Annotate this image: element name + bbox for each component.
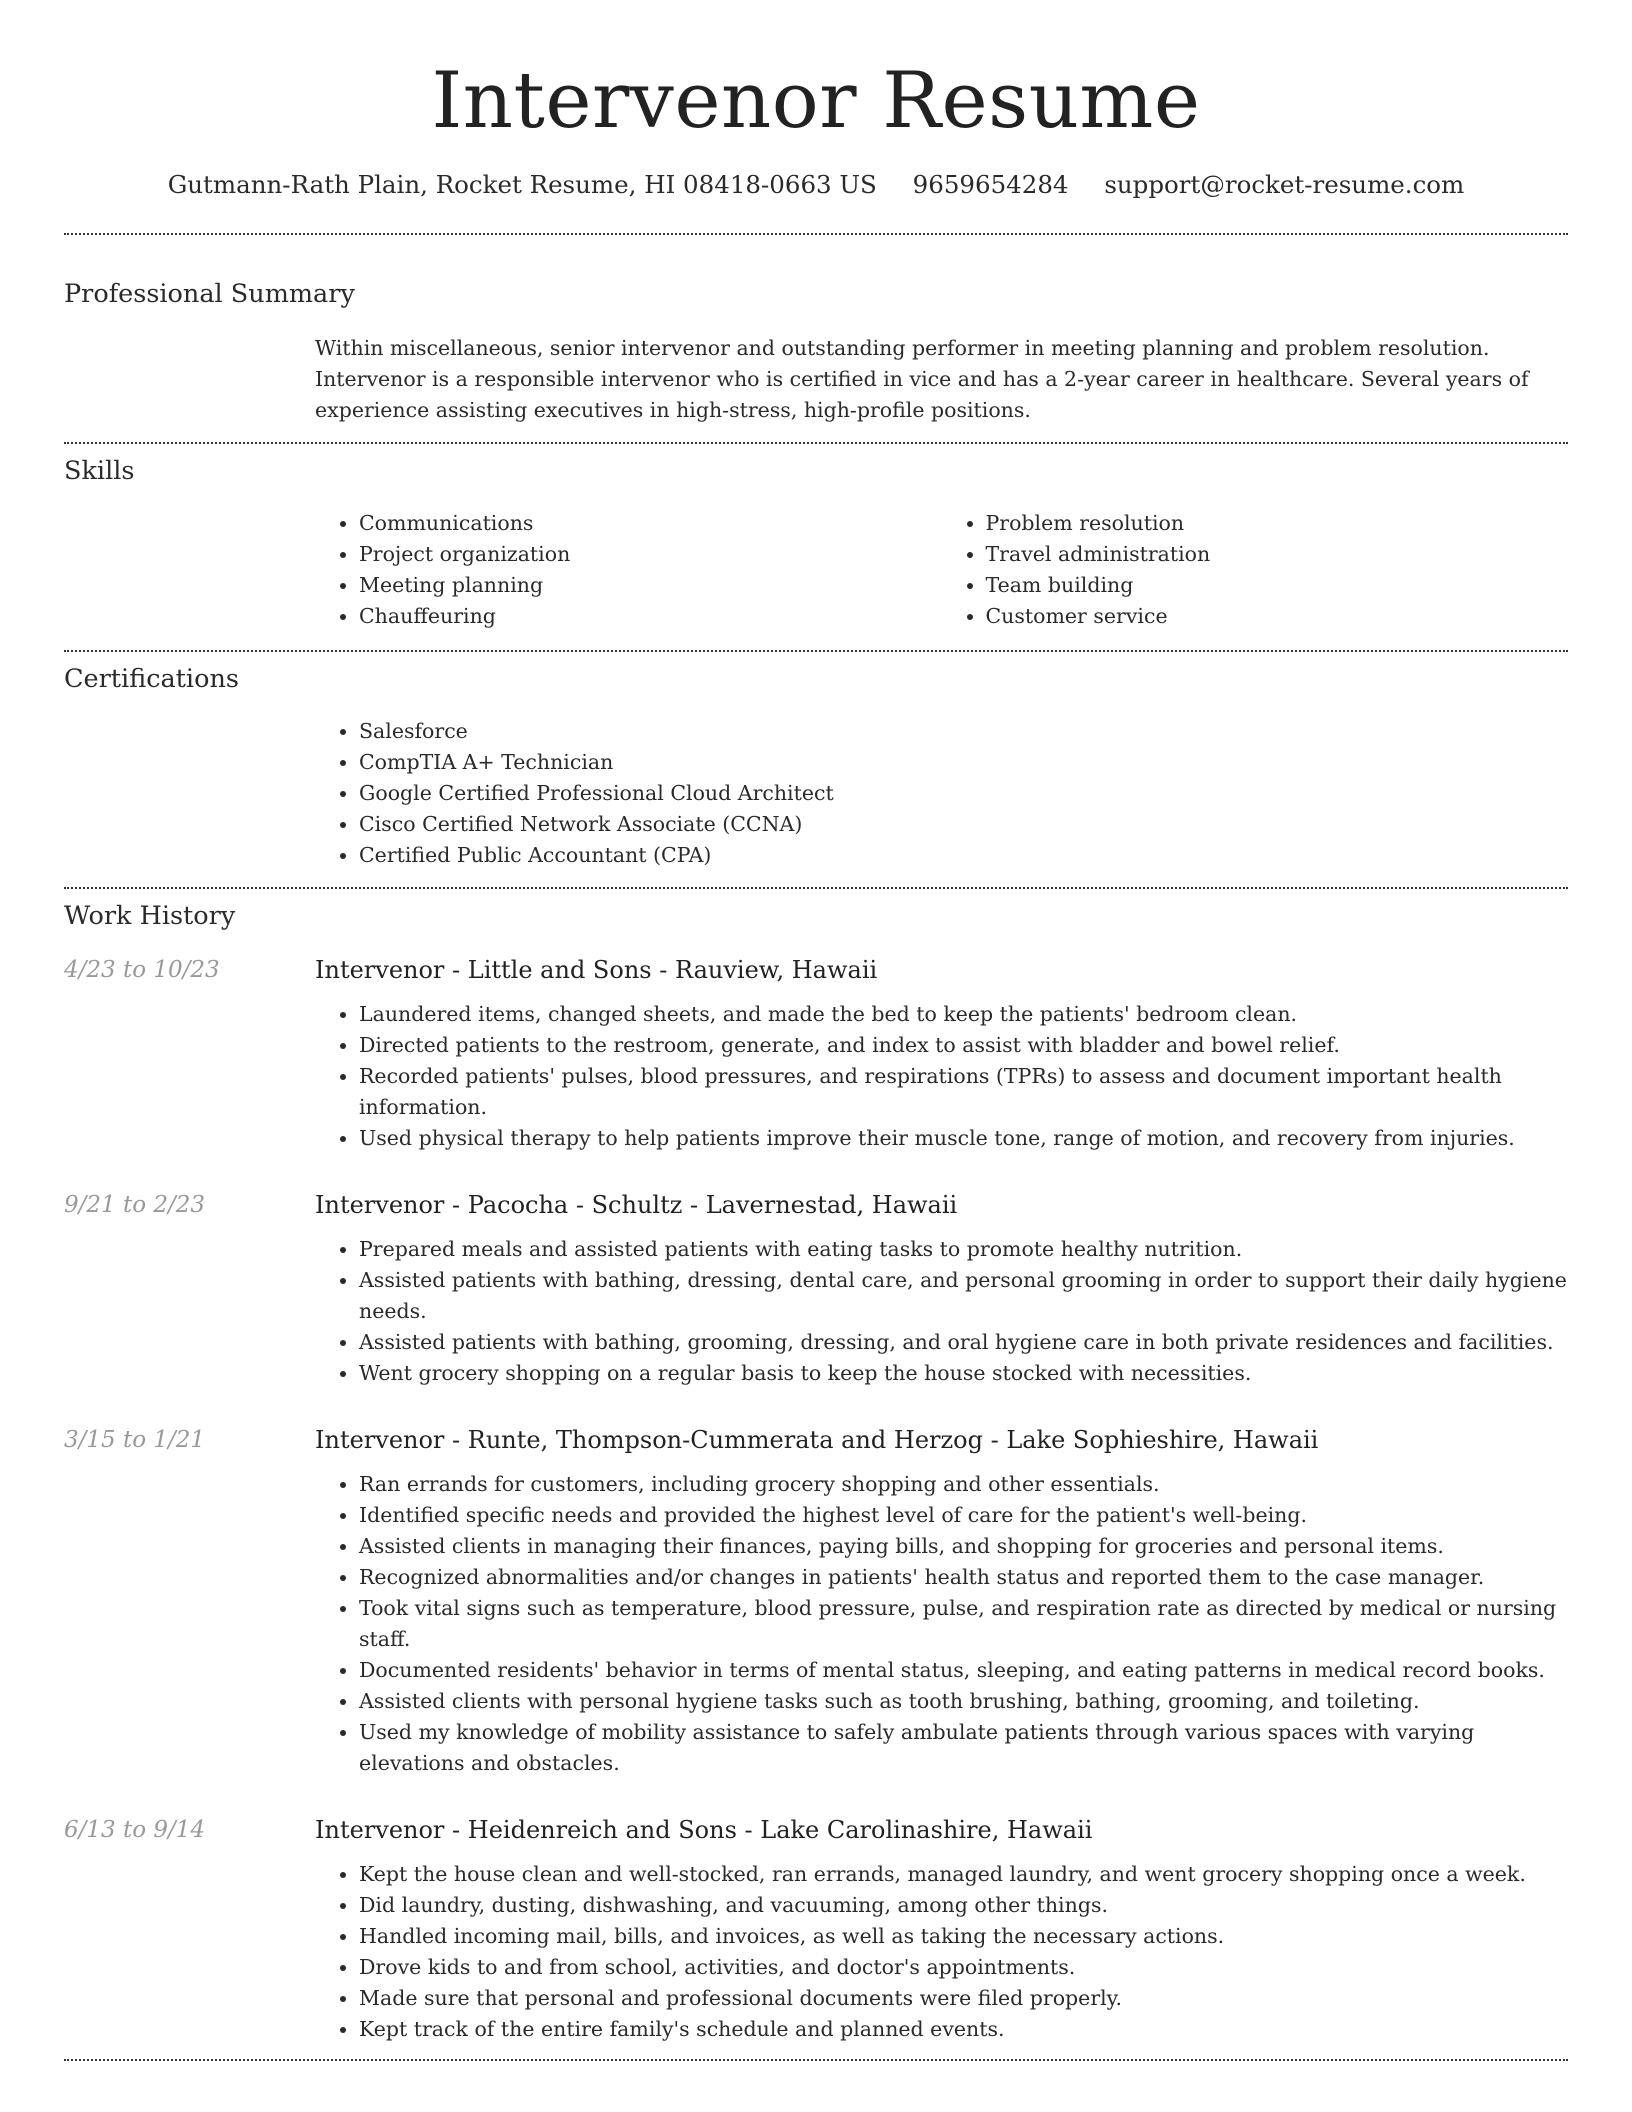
skill-item: • Meeting planning: [359, 570, 942, 601]
certification-item: • Google Certified Professional Cloud Architect: [359, 778, 1568, 809]
contact-phone: 9659654284: [912, 170, 1069, 199]
job-title: Intervenor - Heidenreich and Sons - Lake Carolinashire, Hawaii: [315, 1816, 1093, 1844]
contact-address: Gutmann-Rath Plain, Rocket Resume, HI 08418-0663 US: [167, 170, 877, 199]
job-bullets: [315, 1859, 1568, 2045]
job-bullet: • Assisted patients with bathing, dressing, dental care, and personal grooming in order to support their daily hygiene needs.: [359, 1265, 1568, 1327]
skill-item: • Chauffeuring: [359, 601, 942, 632]
skill-item: • Problem resolution: [986, 508, 1569, 539]
job-dates: 4/23 to 10/23: [64, 957, 220, 983]
job-bullet: • Kept track of the entire family's schedule and planned events.: [359, 2014, 1568, 2045]
job-entry: [64, 1813, 1568, 2045]
job-entry: [64, 1423, 1568, 1779]
job-bullet: • Recorded patients' pulses, blood pressures, and respirations (TPRs) to assess and document important health information.: [359, 1061, 1568, 1123]
job-title: Intervenor - Runte, Thompson-Cummerata and Herzog - Lake Sophieshire, Hawaii: [315, 1426, 1319, 1454]
job-bullet: • Went grocery shopping on a regular basis to keep the house stocked with necessities.: [359, 1358, 1568, 1389]
section-title-certifications: Certifications: [64, 664, 239, 694]
certifications-content: [315, 716, 1568, 871]
section-title-skills: Skills: [64, 456, 135, 486]
job-bullet: • Directed patients to the restroom, generate, and index to assist with bladder and bowel relief.: [359, 1030, 1568, 1061]
section-title-summary: Professional Summary: [64, 279, 355, 309]
job-bullet: • Recognized abnormalities and/or changes in patients' health status and reported them to the case manager.: [359, 1562, 1568, 1593]
job-entry: [64, 953, 1568, 1154]
job-bullet: • Handled incoming mail, bills, and invoices, as well as taking the necessary actions.: [359, 1921, 1568, 1952]
section-summary: [64, 235, 1568, 442]
job-bullet: • Took vital signs such as temperature, blood pressure, pulse, and respiration rate as directed by medical or nursing staff.: [359, 1593, 1568, 1655]
section-work-history: [64, 889, 1568, 2059]
job-bullet: • Drove kids to and from school, activities, and doctor's appointments.: [359, 1952, 1568, 1983]
skills-list-right: [942, 508, 1569, 632]
job-bullet: • Assisted clients with personal hygiene tasks such as tooth brushing, bathing, grooming, and toileting.: [359, 1686, 1568, 1717]
contact-email[interactable]: support@rocket-resume.com: [1104, 170, 1465, 199]
divider: [64, 2059, 1568, 2061]
certification-item: • Certified Public Accountant (CPA): [359, 840, 1568, 871]
job-bullet: • Did laundry, dusting, dishwashing, and vacuuming, among other things.: [359, 1890, 1568, 1921]
certifications-list: [315, 716, 1568, 871]
skill-item: • Customer service: [986, 601, 1569, 632]
summary-text: Within miscellaneous, senior intervenor and outstanding performer in meeting planning and problem resolution. Intervenor is a responsible intervenor who is certified in vice and has a 2-year career in healthcare. Several years of experience assisting executives in high-stress, high-profile positions.: [315, 336, 1529, 422]
summary-content: [315, 333, 1568, 426]
section-title-work-history: Work History: [64, 901, 236, 931]
skill-item: • Team building: [986, 570, 1569, 601]
job-bullet: • Ran errands for customers, including grocery shopping and other essentials.: [359, 1469, 1568, 1500]
job-bullet: • Made sure that personal and professional documents were filed properly.: [359, 1983, 1568, 2014]
contact-line: [64, 170, 1568, 199]
job-title: Intervenor - Pacocha - Schultz - Lavernestad, Hawaii: [315, 1191, 958, 1219]
job-bullet: • Identified specific needs and provided the highest level of care for the patient's well-being.: [359, 1500, 1568, 1531]
job-entry: [64, 1188, 1568, 1389]
skill-item: • Travel administration: [986, 539, 1569, 570]
section-skills: [64, 444, 1568, 650]
section-certifications: [64, 652, 1568, 887]
job-bullet: • Assisted patients with bathing, grooming, dressing, and oral hygiene care in both private residences and facilities.: [359, 1327, 1568, 1358]
certification-item: • CompTIA A+ Technician: [359, 747, 1568, 778]
resume-title: Intervenor Resume: [431, 56, 1201, 146]
job-bullets: [315, 1234, 1568, 1389]
job-dates: 6/13 to 9/14: [64, 1817, 206, 1843]
job-bullet: • Prepared meals and assisted patients with eating tasks to promote healthy nutrition.: [359, 1234, 1568, 1265]
job-bullet: • Kept the house clean and well-stocked, ran errands, managed laundry, and went grocery shopping once a week.: [359, 1859, 1568, 1890]
job-bullet: • Used physical therapy to help patients improve their muscle tone, range of motion, and recovery from injuries.: [359, 1123, 1568, 1154]
job-bullets: [315, 999, 1568, 1154]
job-bullets: [315, 1469, 1568, 1779]
certification-item: • Cisco Certified Network Associate (CCNA): [359, 809, 1568, 840]
skill-item: • Communications: [359, 508, 942, 539]
job-dates: 3/15 to 1/21: [64, 1427, 206, 1453]
job-title: Intervenor - Little and Sons - Rauview, Hawaii: [315, 956, 878, 984]
skills-columns: [315, 508, 1568, 632]
skills-list-left: [315, 508, 942, 632]
resume-page: [64, 0, 1568, 2061]
job-bullet: • Assisted clients in managing their finances, paying bills, and shopping for groceries and personal items.: [359, 1531, 1568, 1562]
certification-item: • Salesforce: [359, 716, 1568, 747]
skill-item: • Project organization: [359, 539, 942, 570]
job-bullet: • Laundered items, changed sheets, and made the bed to keep the patients' bedroom clean.: [359, 999, 1568, 1030]
job-bullet: • Used my knowledge of mobility assistance to safely ambulate patients through various spaces with varying elevations and obstacles.: [359, 1717, 1568, 1779]
job-dates: 9/21 to 2/23: [64, 1192, 206, 1218]
job-bullet: • Documented residents' behavior in terms of mental status, sleeping, and eating patterns in medical record books.: [359, 1655, 1568, 1686]
